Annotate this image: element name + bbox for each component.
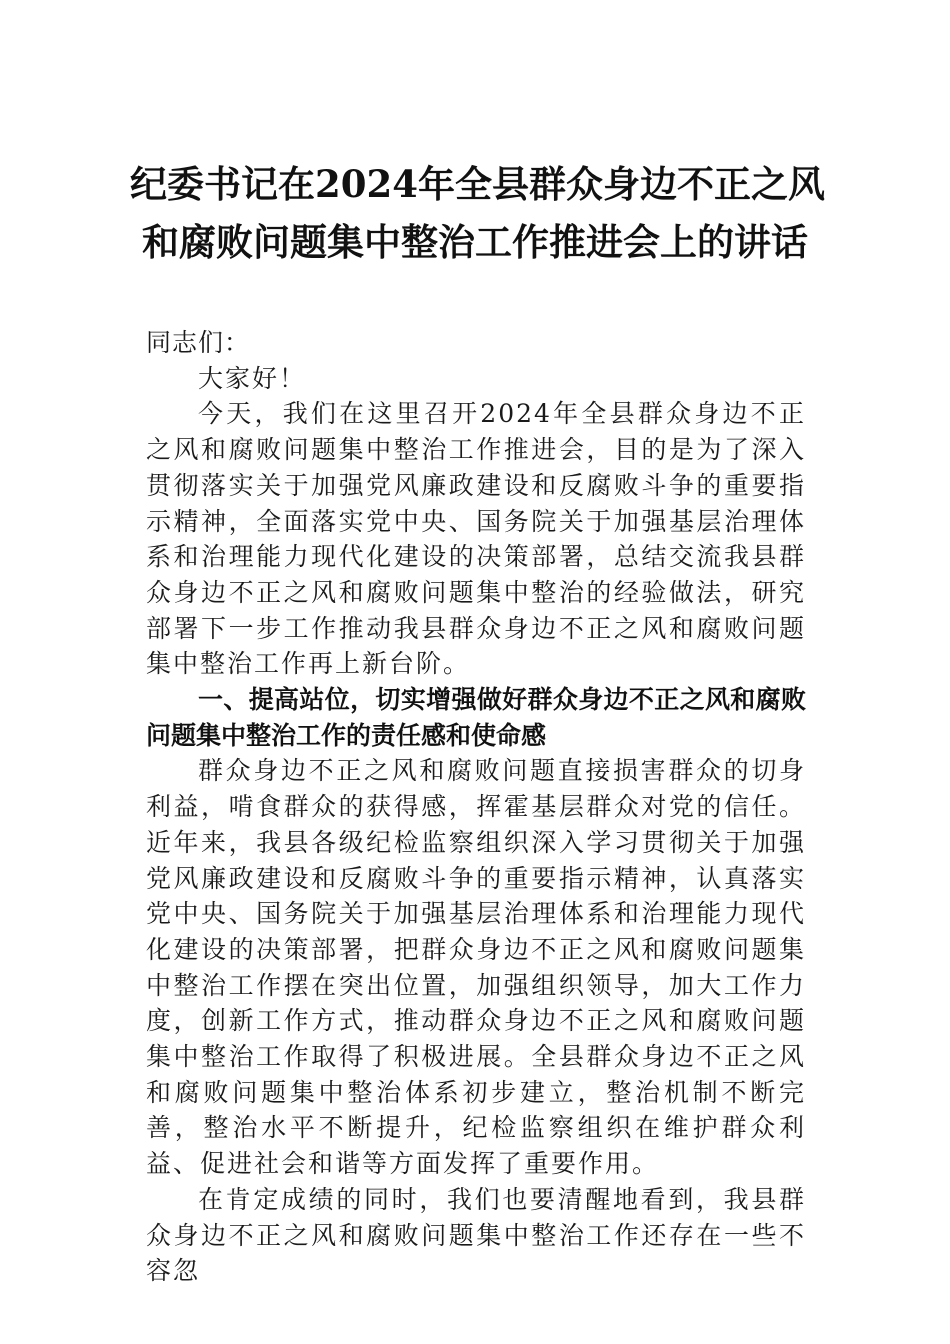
paragraph-section-1: 群众身边不正之风和腐败问题直接损害群众的切身利益，啃食群众的获得感，挥霍基层群众对党的信任。近年来，我县各级纪检监察组织深入学习贯彻关于加强党风廉政建设和反腐败斗争的重要指示精神，认真落实党中央、国务院关于加强基层治理体系和治理能力现代化建设的决策部署，把群众身边不正之风和腐败问题集中整治工作摆在突出位置，加强组织领导，加大工作力度，创新工作方式，推动群众身边不正之风和腐败问题集中整治工作取得了积极进展。全县群众身边不正之风和腐败问题集中整治体系初步建立，整治机制不断完善，整治水平不断提升，纪检监察组织在维护群众利益、促进社会和谐等方面发挥了重要作用。: [146, 756, 806, 1179]
salutation: 同志们：: [146, 328, 251, 357]
document-body: [146, 325, 806, 1289]
paragraph-intro: 今天，我们在这里召开2024年全县群众身边不正之风和腐败问题集中整治工作推进会，目的是为了深入贯彻落实关于加强党风廉政建设和反腐败斗争的重要指示精神，全面落实党中央、国务院关于加强基层治理体系和治理能力现代化建设的决策部署，总结交流我县群众身边不正之风和腐败问题集中整治的经验做法，研究部署下一步工作推动我县群众身边不正之风和腐败问题集中整治工作再上新台阶。: [146, 399, 806, 679]
document-title-line-2: 和腐败问题集中整治工作推进会上的讲话: [142, 220, 808, 264]
greeting: 大家好！: [198, 363, 307, 393]
section-heading-1: 一、提高站位，切实增强做好群众身边不正之风和腐败问题集中整治工作的责任感和使命感: [146, 685, 806, 750]
paragraph-continued: 在肯定成绩的同时，我们也要清醒地看到，我县群众身边不正之风和腐败问题集中整治工作还存在一些不容忽: [146, 1184, 806, 1286]
document-title-line-1: 纪委书记在2024年全县群众身边不正之风: [130, 162, 825, 206]
